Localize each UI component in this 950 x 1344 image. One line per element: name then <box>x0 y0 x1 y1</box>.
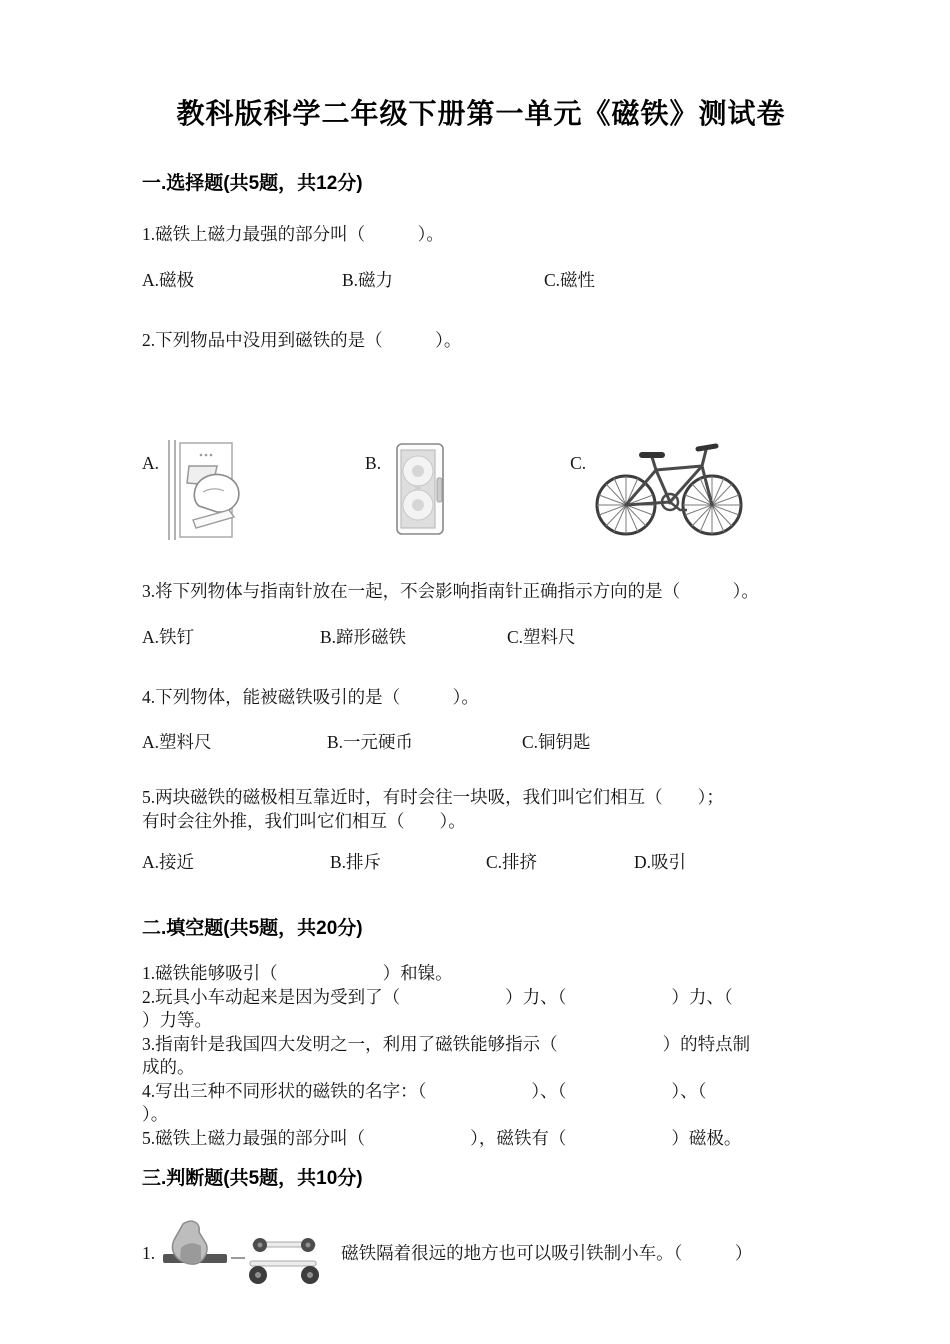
fill-line-1: 1.磁铁能够吸引（ ）和镍。 <box>142 963 453 984</box>
question-3-option-b: B.蹄形磁铁 <box>320 626 407 647</box>
question-5-option-b: B.排斥 <box>330 851 382 872</box>
fill-line-2b: ）力等。 <box>142 1010 212 1031</box>
judge-question-1 <box>142 1218 820 1290</box>
question-1-option-a: A.磁极 <box>142 270 195 291</box>
question-1-option-b: B.磁力 <box>342 270 394 291</box>
question-5-option-c: C.排挤 <box>486 851 538 872</box>
door-latch-image <box>163 440 241 540</box>
question-2-image-a <box>142 440 241 540</box>
question-4-options <box>142 731 820 755</box>
page-title: 教科版科学二年级下册第一单元《磁铁》测试卷 <box>176 98 786 129</box>
question-1-text: 1.磁铁上磁力最强的部分叫（ ）。 <box>142 224 444 245</box>
question-5-option-a: A.接近 <box>142 851 195 872</box>
question-2-image-c <box>570 440 748 540</box>
judge-1-text: 磁铁隔着很远的地方也可以吸引铁制小车。（ ） <box>341 1242 753 1263</box>
fill-line-4: 4.写出三种不同形状的磁铁的名字：（ ）、（ ）、（ <box>142 1080 707 1101</box>
question-5-text <box>142 785 820 833</box>
question-5-line-1: 5.两块磁铁的磁极相互靠近时，有时会往一块吸，我们叫它们相互（ ）； <box>142 786 724 807</box>
bicycle-image <box>590 440 748 540</box>
image-a-label: A. <box>142 453 160 474</box>
question-1-option-c: C.磁性 <box>544 270 596 291</box>
question-2-image-b <box>365 440 455 538</box>
section-choice-header: 一.选择题(共5题，共12分) <box>142 172 363 194</box>
judge-1-number: 1. <box>142 1242 156 1263</box>
magnet-hand-and-cart-image <box>161 1218 333 1290</box>
question-4-option-b: B.一元硬币 <box>327 732 414 753</box>
fill-line-5: 5.磁铁上磁力最强的部分叫（ ），磁铁有（ ）磁极。 <box>142 1127 742 1148</box>
question-3-options <box>142 626 820 650</box>
question-4-option-a: A.塑料尺 <box>142 732 212 753</box>
question-5-line-2: 有时会往外推，我们叫它们相互（ ）。 <box>142 810 466 831</box>
section-fill-header: 二.填空题(共5题，共20分) <box>142 918 363 940</box>
question-2-text: 2.下列物品中没用到磁铁的是（ ）。 <box>142 329 462 350</box>
fill-line-2: 2.玩具小车动起来是因为受到了（ ）力、（ ）力、（ <box>142 986 733 1007</box>
question-5-options <box>142 851 820 875</box>
fill-line-3b: 成的。 <box>142 1057 195 1078</box>
fill-line-4b: ）。 <box>142 1104 169 1125</box>
question-5-option-d: D.吸引 <box>634 851 687 872</box>
question-1-options <box>142 269 820 293</box>
question-3-option-c: C.塑料尺 <box>507 626 576 647</box>
question-3-text: 3.将下列物体与指南针放在一起，不会影响指南针正确指示方向的是（ ）。 <box>142 581 759 602</box>
question-3-option-a: A.铁钉 <box>142 626 195 647</box>
image-b-label: B. <box>365 453 382 474</box>
question-4-option-c: C.铜钥匙 <box>522 732 591 753</box>
fill-line-3: 3.指南针是我国四大发明之一，利用了磁铁能够指示（ ）的特点制 <box>142 1033 751 1054</box>
loudspeaker-image <box>385 440 455 538</box>
fill-questions <box>142 962 820 1150</box>
question-4-text: 4.下列物体，能被磁铁吸引的是（ ）。 <box>142 686 479 707</box>
question-2-images <box>142 440 820 544</box>
section-judge-header: 三.判断题(共5题，共10分) <box>142 1168 363 1190</box>
image-c-label: C. <box>570 453 587 474</box>
